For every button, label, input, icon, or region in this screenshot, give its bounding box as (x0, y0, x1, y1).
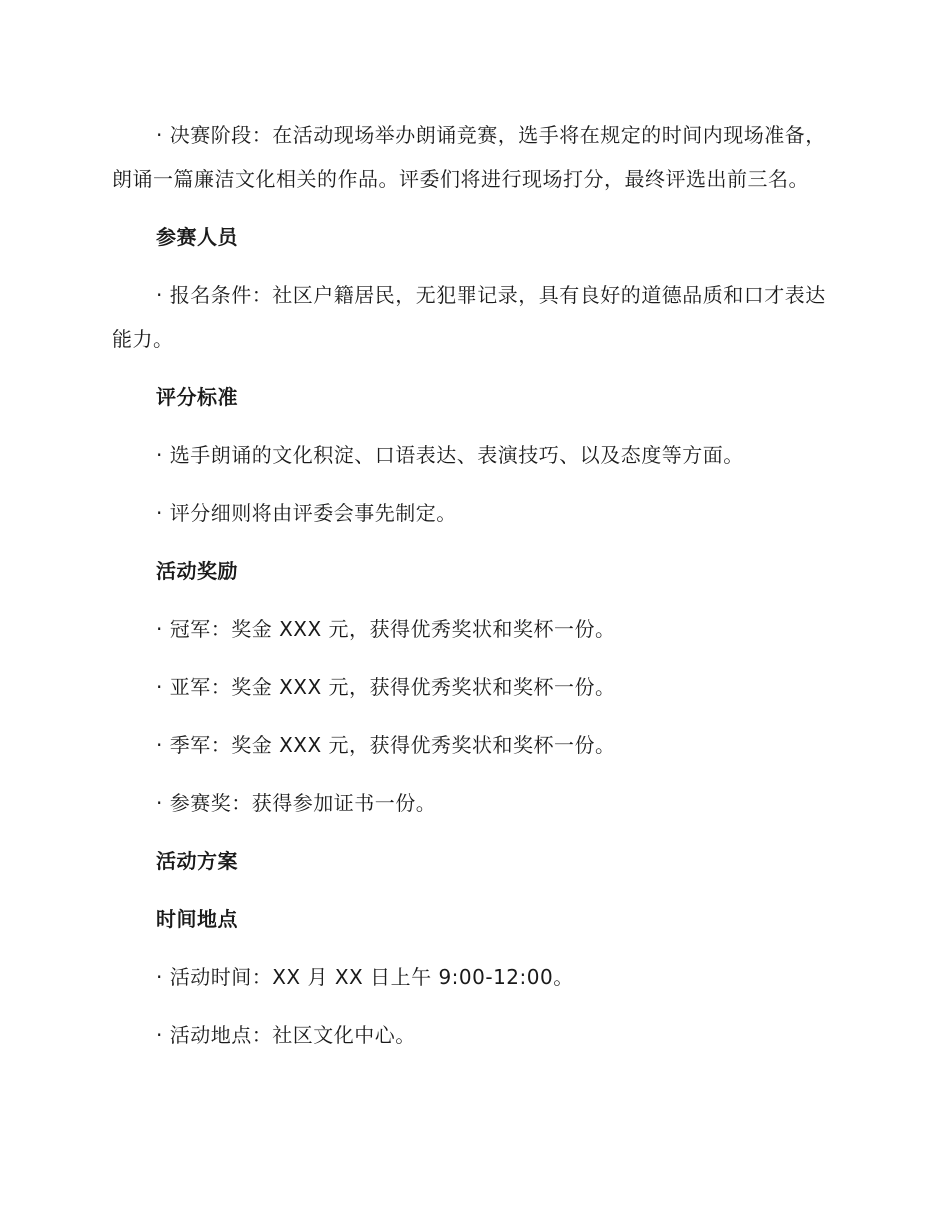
registration-paragraph: · 报名条件：社区户籍居民，无犯罪记录，具有良好的道德品质和口才表达能力。 (112, 283, 826, 351)
scoring-item: · 评分细则将由评委会事先制定。 (156, 501, 457, 525)
place-item: · 活动地点：社区文化中心。 (156, 1023, 416, 1047)
scoring-item: · 选手朗诵的文化积淀、口语表达、表演技巧、以及态度等方面。 (156, 443, 744, 467)
award-item-participation: · 参赛奖：获得参加证书一份。 (156, 791, 437, 815)
final-stage-paragraph: · 决赛阶段：在活动现场举办朗诵竞赛，选手将在规定的时间内现场准备，朗诵一篇廉洁文化相关的作品。评委们将进行现场打分，最终评选出前三名。 (112, 123, 826, 191)
award-item-runner-up: · 亚军：奖金 XXX 元，获得优秀奖状和奖杯一份。 (156, 675, 616, 699)
participants-heading: 参赛人员 (156, 225, 238, 249)
time-item: · 活动时间：XX 月 XX 日上午 9:00-12:00。 (156, 965, 574, 989)
awards-heading: 活动奖励 (156, 559, 238, 583)
scoring-heading: 评分标准 (156, 385, 238, 409)
award-item-champion: · 冠军：奖金 XXX 元，获得优秀奖状和奖杯一份。 (156, 617, 616, 641)
award-item-third: · 季军：奖金 XXX 元，获得优秀奖状和奖杯一份。 (156, 733, 616, 757)
time-place-heading: 时间地点 (156, 907, 238, 931)
plan-heading: 活动方案 (156, 849, 238, 873)
